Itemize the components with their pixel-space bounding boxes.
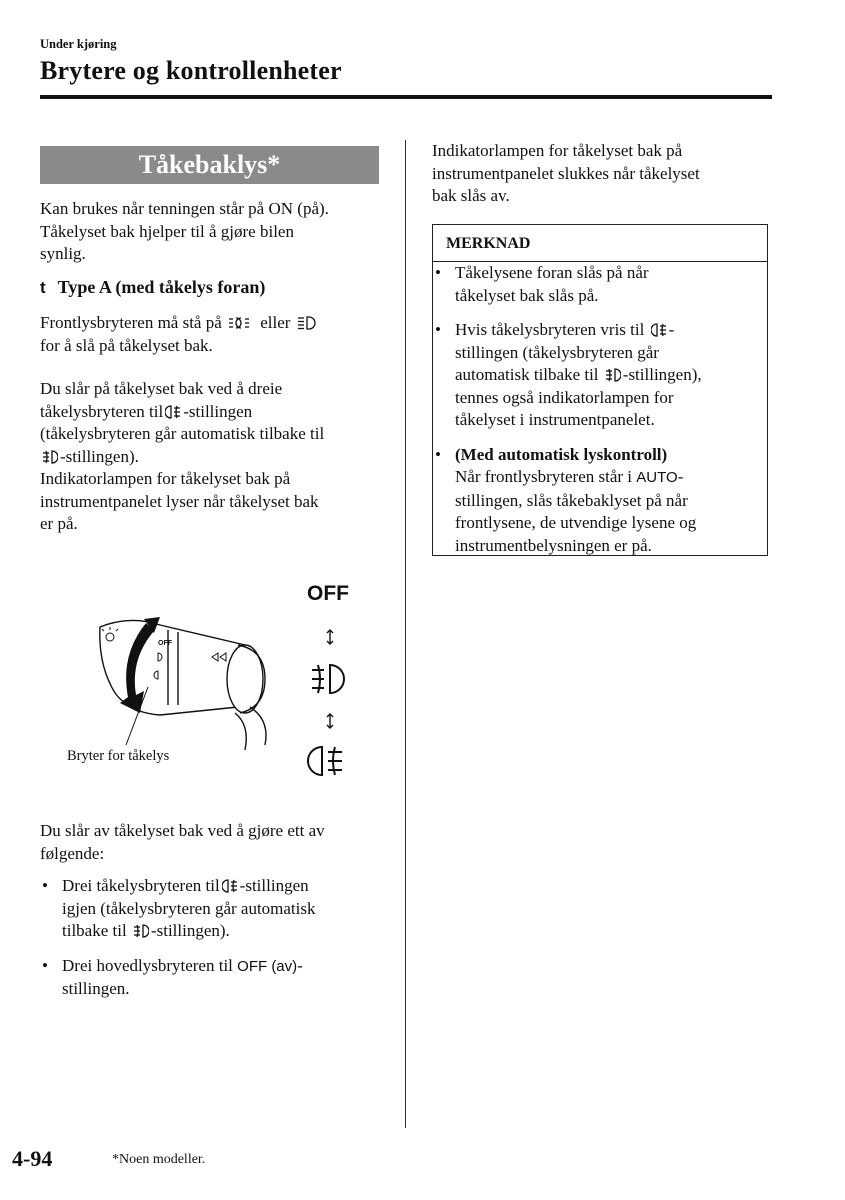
figure-caption: Bryter for tåkelys [67, 748, 170, 764]
paragraph-turn-on: Du slår på tåkelyset bak ved å dreie tåkelysbryteren til -stillingen (tåkelysbryteren går automatisk tilbake til -stillingen). Indikatorlampen for tåkelyset bak på instrumentpanelet lyser når tåkelyset bak er på. [40, 379, 325, 533]
turn-off-list [40, 875, 400, 1013]
note-list [433, 262, 767, 557]
rear-fog-light-icon [165, 404, 181, 420]
front-fog-light-icon [312, 665, 344, 693]
rear-fog-light-icon [651, 322, 667, 338]
footnote: *Noen modeller. [112, 1152, 206, 1167]
rear-fog-light-icon [308, 747, 342, 775]
list-item: • Drei tåkelysbryteren til -stillingen igjen (tåkelysbryteren går automatisk tilbake til -stillingen). [40, 875, 400, 943]
list-item: • Drei hovedlysbryteren til OFF (av)- stillingen. [40, 955, 400, 1001]
note-box [432, 224, 768, 556]
list-item: • Hvis tåkelysbryteren vris til - stillingen (tåkelysbryteren går automatisk tilbake til -stillingen), tennes også indikatorlampen for tåkelyset i instrumentpanelet. [433, 319, 767, 432]
front-fog-light-icon [133, 923, 149, 939]
chapter-title: Brytere og kontrollenheter [40, 56, 342, 85]
indicator-paragraph: Indikatorlampen for tåkelyset bak på instrumentpanelet slukkes når tåkelyset bak slås av. [432, 141, 700, 205]
rear-fog-light-icon [222, 878, 238, 894]
headlight-icon [297, 315, 317, 331]
section-label: Under kjøring [40, 37, 117, 51]
front-fog-light-icon [605, 367, 621, 383]
paragraph-headlight-position: Frontlysbryteren må stå på eller for å slå på tåkelyset bak. [40, 312, 400, 357]
column-divider [405, 140, 406, 1128]
page-number: 4-94 [12, 1146, 53, 1171]
section-banner: Tåkebaklys* [40, 146, 379, 184]
stalk-off-text: OFF [158, 640, 172, 647]
title-rule [40, 95, 772, 99]
parking-light-icon [228, 315, 254, 331]
note-title: MERKNAD [433, 225, 767, 262]
list-item: • Tåkelysene foran slås på når tåkelyset bak slås på. [433, 262, 767, 307]
paragraph-turn-off: Du slår av tåkelyset bak ved å gjøre ett av følgende: [40, 821, 325, 863]
subhead-marker: t [40, 278, 46, 297]
subheading-type-a: t Type A (med tåkelys foran) [40, 277, 266, 297]
front-fog-light-icon [42, 449, 58, 465]
list-item: • (Med automatisk lyskontroll) Når frontlysbryteren står i AUTO- stillingen, slås tåkebaklyset på når frontlysene, de utvendige lysene og instrumentbelysningen er på. [433, 444, 767, 558]
intro-paragraph: Kan brukes når tenningen står på ON (på). Tåkelyset bak hjelper til å gjøre bilen synlig. [40, 199, 329, 263]
off-label: OFF [307, 582, 349, 605]
